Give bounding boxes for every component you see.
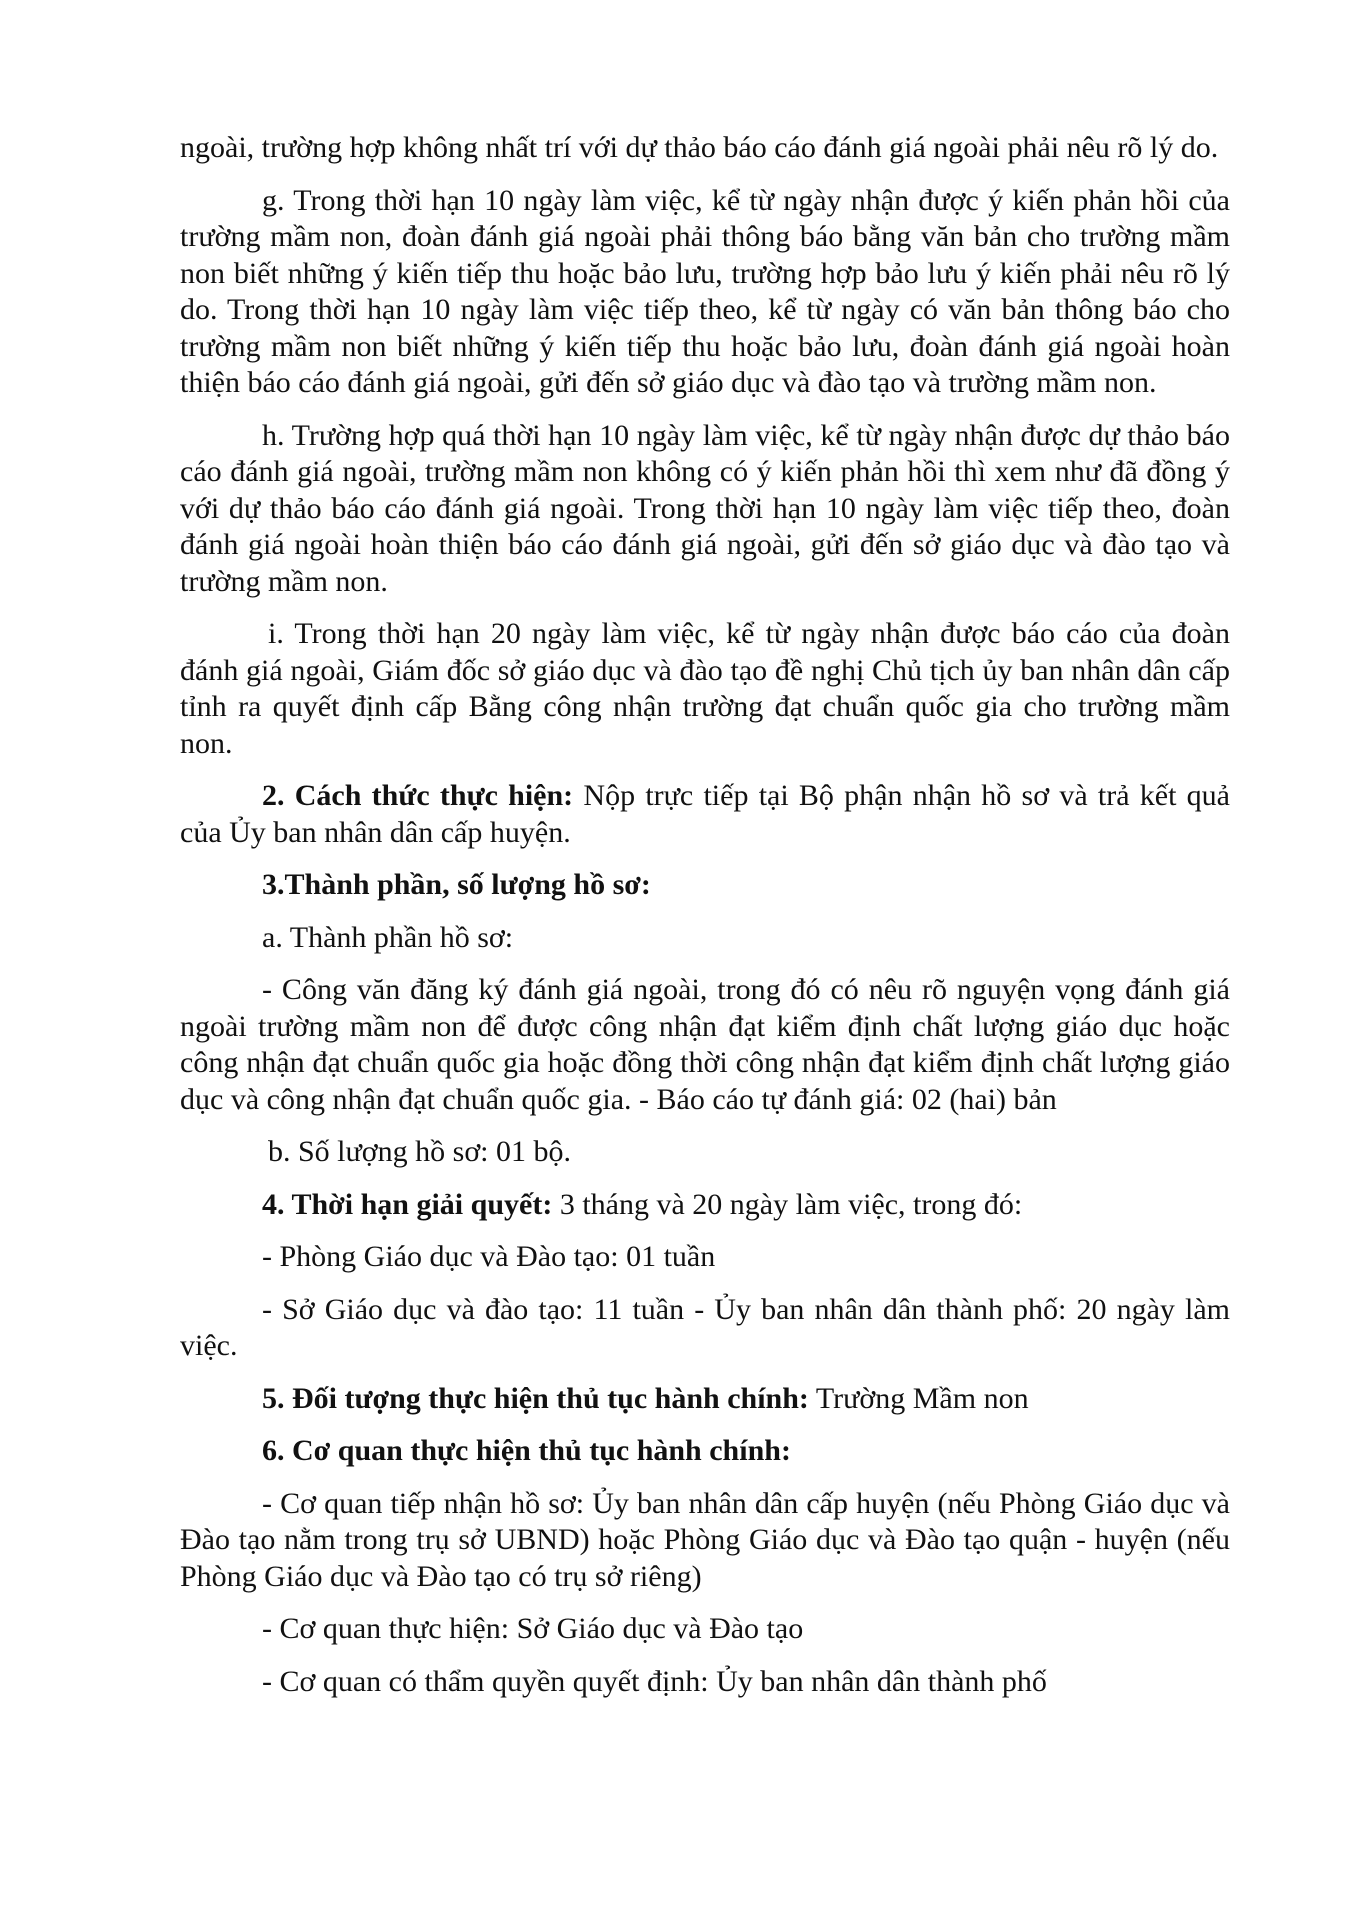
section-6-line-3: - Cơ quan có thẩm quyền quyết định: Ủy ban nhân dân thành phố bbox=[262, 1664, 1047, 1698]
section-6-line-1: - Cơ quan tiếp nhận hồ sơ: Ủy ban nhân dân cấp huyện (nếu Phòng Giáo dục và Đào tạo nằm trong trụ sở UBND) hoặc Phòng Giáo dục và Đào tạo quận - huyện (nếu Phòng Giáo dục và Đào tạo có trụ sở riêng) bbox=[180, 1486, 1230, 1593]
section-4-line-2: - Sở Giáo dục và đào tạo: 11 tuần - Ủy ban nhân dân thành phố: 20 ngày làm việc. bbox=[180, 1292, 1230, 1362]
document-page bbox=[180, 130, 1230, 1716]
section-5 bbox=[180, 1381, 1230, 1418]
section-6-heading: 6. Cơ quan thực hiện thủ tục hành chính: bbox=[262, 1434, 791, 1467]
section-4 bbox=[180, 1187, 1230, 1224]
section-5-text: Trường Mầm non bbox=[808, 1381, 1029, 1415]
section-4-line-1: - Phòng Giáo dục và Đào tạo: 01 tuần bbox=[262, 1240, 716, 1273]
section-5-heading: 5. Đối tượng thực hiện thủ tục hành chính: bbox=[262, 1381, 809, 1415]
section-3b-text: b. Số lượng hồ sơ: 01 bộ. bbox=[268, 1135, 572, 1168]
section-3a-label: a. Thành phần hồ sơ: bbox=[262, 920, 514, 954]
section-4-text: 3 tháng và 20 ngày làm việc, trong đó: bbox=[552, 1187, 1023, 1221]
paragraph-i: i. Trong thời hạn 20 ngày làm việc, kể từ ngày nhận được báo cáo của đoàn đánh giá ngoài, Giám đốc sở giáo dục và đào tạo đề nghị Chủ tịch ủy ban nhân dân cấp tỉnh ra quyết định cấp Bằng công nhận trường đạt chuẩn quốc gia cho trường mầm non. bbox=[180, 617, 1230, 760]
section-2-heading: 2. Cách thức thực hiện: bbox=[262, 779, 574, 812]
section-2-text: Nộp trực tiếp tại Bộ phận nhận hồ sơ và trả kết quả của Ủy ban nhân dân cấp huyện. bbox=[180, 779, 1230, 849]
section-6-line-2: - Cơ quan thực hiện: Sở Giáo dục và Đào tạo bbox=[262, 1612, 804, 1645]
paragraph-h: h. Trường hợp quá thời hạn 10 ngày làm việc, kể từ ngày nhận được dự thảo báo cáo đánh giá ngoài, trường mầm non không có ý kiến phản hồi thì xem như đã đồng ý với dự thảo báo cáo đánh giá ngoài. Trong thời hạn 10 ngày làm việc tiếp theo, đoàn đánh giá ngoài hoàn thiện báo cáo đánh giá ngoài, gửi đến sở giáo dục và đào tạo và trường mầm non. bbox=[180, 418, 1230, 598]
continuation-paragraph: ngoài, trường hợp không nhất trí với dự thảo báo cáo đánh giá ngoài phải nêu rõ lý do. bbox=[180, 131, 1219, 164]
section-3-heading: 3.Thành phần, số lượng hồ sơ: bbox=[262, 868, 651, 901]
section-4-heading: 4. Thời hạn giải quyết: bbox=[262, 1187, 553, 1221]
paragraph-g: g. Trong thời hạn 10 ngày làm việc, kể từ ngày nhận được ý kiến phản hồi của trường mầm non, đoàn đánh giá ngoài phải thông báo bằng văn bản cho trường mầm non biết những ý kiến tiếp thu hoặc bảo lưu, trường hợp bảo lưu ý kiến phải nêu rõ lý do. Trong thời hạn 10 ngày làm việc tiếp theo, kể từ ngày có văn bản thông báo cho trường mầm non biết những ý kiến tiếp thu hoặc bảo lưu, đoàn đánh giá ngoài hoàn thiện báo cáo đánh giá ngoài, gửi đến sở giáo dục và đào tạo và trường mầm non. bbox=[180, 183, 1230, 399]
section-3a-text: - Công văn đăng ký đánh giá ngoài, trong đó có nêu rõ nguyện vọng đánh giá ngoài trường mầm non để được công nhận đạt kiểm định chất lượng giáo dục hoặc công nhận đạt chuẩn quốc gia hoặc đồng thời công nhận đạt kiểm định chất lượng giáo dục và công nhận đạt chuẩn quốc gia. - Báo cáo tự đánh giá: 02 (hai) bản bbox=[180, 973, 1230, 1116]
section-2 bbox=[180, 778, 1230, 851]
